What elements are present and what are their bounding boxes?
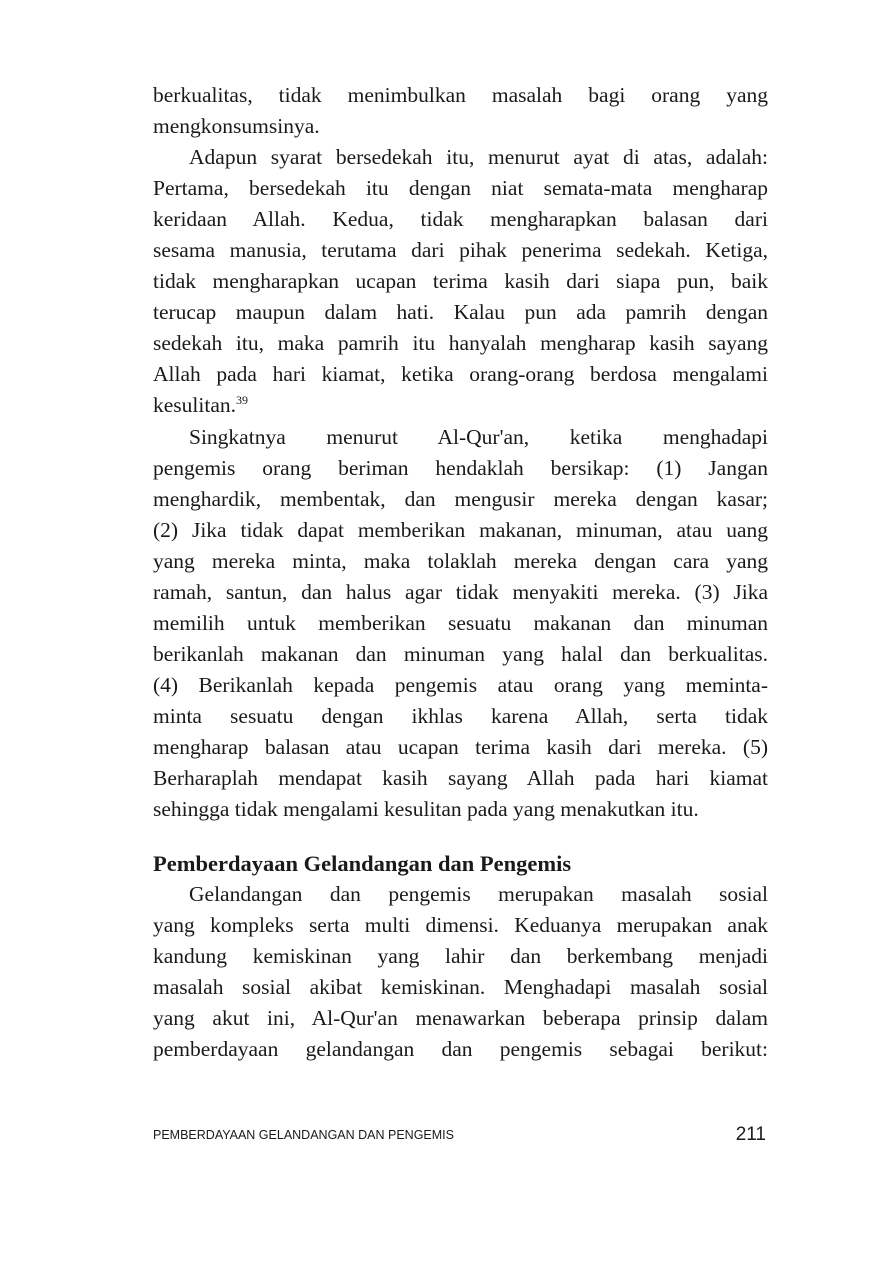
text-line: masalah sosial akibat kemiskinan. Menghadapi masalah sosial: [153, 975, 768, 999]
text-line: minta sesuatu dengan ikhlas karena Allah, serta tidak: [153, 704, 768, 728]
text-line: (4) Berikanlah kepada pengemis atau orang yang meminta-: [153, 673, 768, 697]
text-line: pemberdayaan gelandangan dan pengemis sebagai berikut:: [153, 1037, 768, 1061]
text-line: mengkonsumsinya.: [153, 114, 320, 138]
text-line: menghardik, membentak, dan mengusir mereka dengan kasar;: [153, 487, 768, 511]
text-line: keridaan Allah. Kedua, tidak mengharapkan balasan dari: [153, 207, 768, 231]
text-line: Singkatnya menurut Al-Qur'an, ketika menghadapi: [189, 425, 768, 449]
text-line: [153, 390, 768, 421]
text-line: Adapun syarat bersedekah itu, menurut ayat di atas, adalah:: [189, 145, 768, 169]
footnote-ref[interactable]: 39: [236, 393, 248, 407]
text-line: (2) Jika tidak dapat memberikan makanan, minuman, atau uang: [153, 518, 768, 542]
text-line: sehingga tidak mengalami kesulitan pada yang menakutkan itu.: [153, 797, 699, 821]
text-line: Gelandangan dan pengemis merupakan masalah sosial: [189, 882, 768, 906]
paragraph-3: [153, 422, 768, 825]
section-paragraph: [153, 879, 768, 1065]
page-number: 211: [735, 1124, 766, 1145]
text-line: yang kompleks serta multi dimensi. Keduanya merupakan anak: [153, 913, 768, 937]
text-line: berkualitas, tidak menimbulkan masalah bagi orang yang: [153, 83, 768, 107]
running-footer: PEMBERDAYAAN GELANDANGAN DAN PENGEMIS: [153, 1128, 454, 1142]
text-line: terucap maupun dalam hati. Kalau pun ada pamrih dengan: [153, 300, 768, 324]
text-line: Allah pada hari kiamat, ketika orang-orang berdosa mengalami: [153, 362, 768, 386]
text-line: yang mereka minta, maka tolaklah mereka dengan cara yang: [153, 549, 768, 573]
text-line: sedekah itu, maka pamrih itu hanyalah mengharap kasih sayang: [153, 331, 768, 355]
text-line: kandung kemiskinan yang lahir dan berkembang menjadi: [153, 944, 768, 968]
text-line: mengharap balasan atau ucapan terima kasih dari mereka. (5): [153, 735, 768, 759]
text-line: tidak mengharapkan ucapan terima kasih dari siapa pun, baik: [153, 269, 768, 293]
text-line: berikanlah makanan dan minuman yang halal dan berkualitas.: [153, 642, 768, 666]
section-heading: Pemberdayaan Gelandangan dan Pengemis: [153, 851, 572, 876]
text-line: Pertama, bersedekah itu dengan niat semata-mata mengharap: [153, 176, 768, 200]
text-line: yang akut ini, Al-Qur'an menawarkan beberapa prinsip dalam: [153, 1006, 768, 1030]
text-line: sesama manusia, terutama dari pihak penerima sedekah. Ketiga,: [153, 238, 768, 262]
text-line: pengemis orang beriman hendaklah bersikap: (1) Jangan: [153, 456, 768, 480]
text-line: memilih untuk memberikan sesuatu makanan dan minuman: [153, 611, 768, 635]
paragraph-1: [153, 80, 768, 142]
paragraph-2: [153, 142, 768, 421]
text-line: ramah, santun, dan halus agar tidak menyakiti mereka. (3) Jika: [153, 580, 768, 604]
text-line: Berharaplah mendapat kasih sayang Allah pada hari kiamat: [153, 766, 768, 790]
text: kesulitan.: [153, 393, 236, 417]
